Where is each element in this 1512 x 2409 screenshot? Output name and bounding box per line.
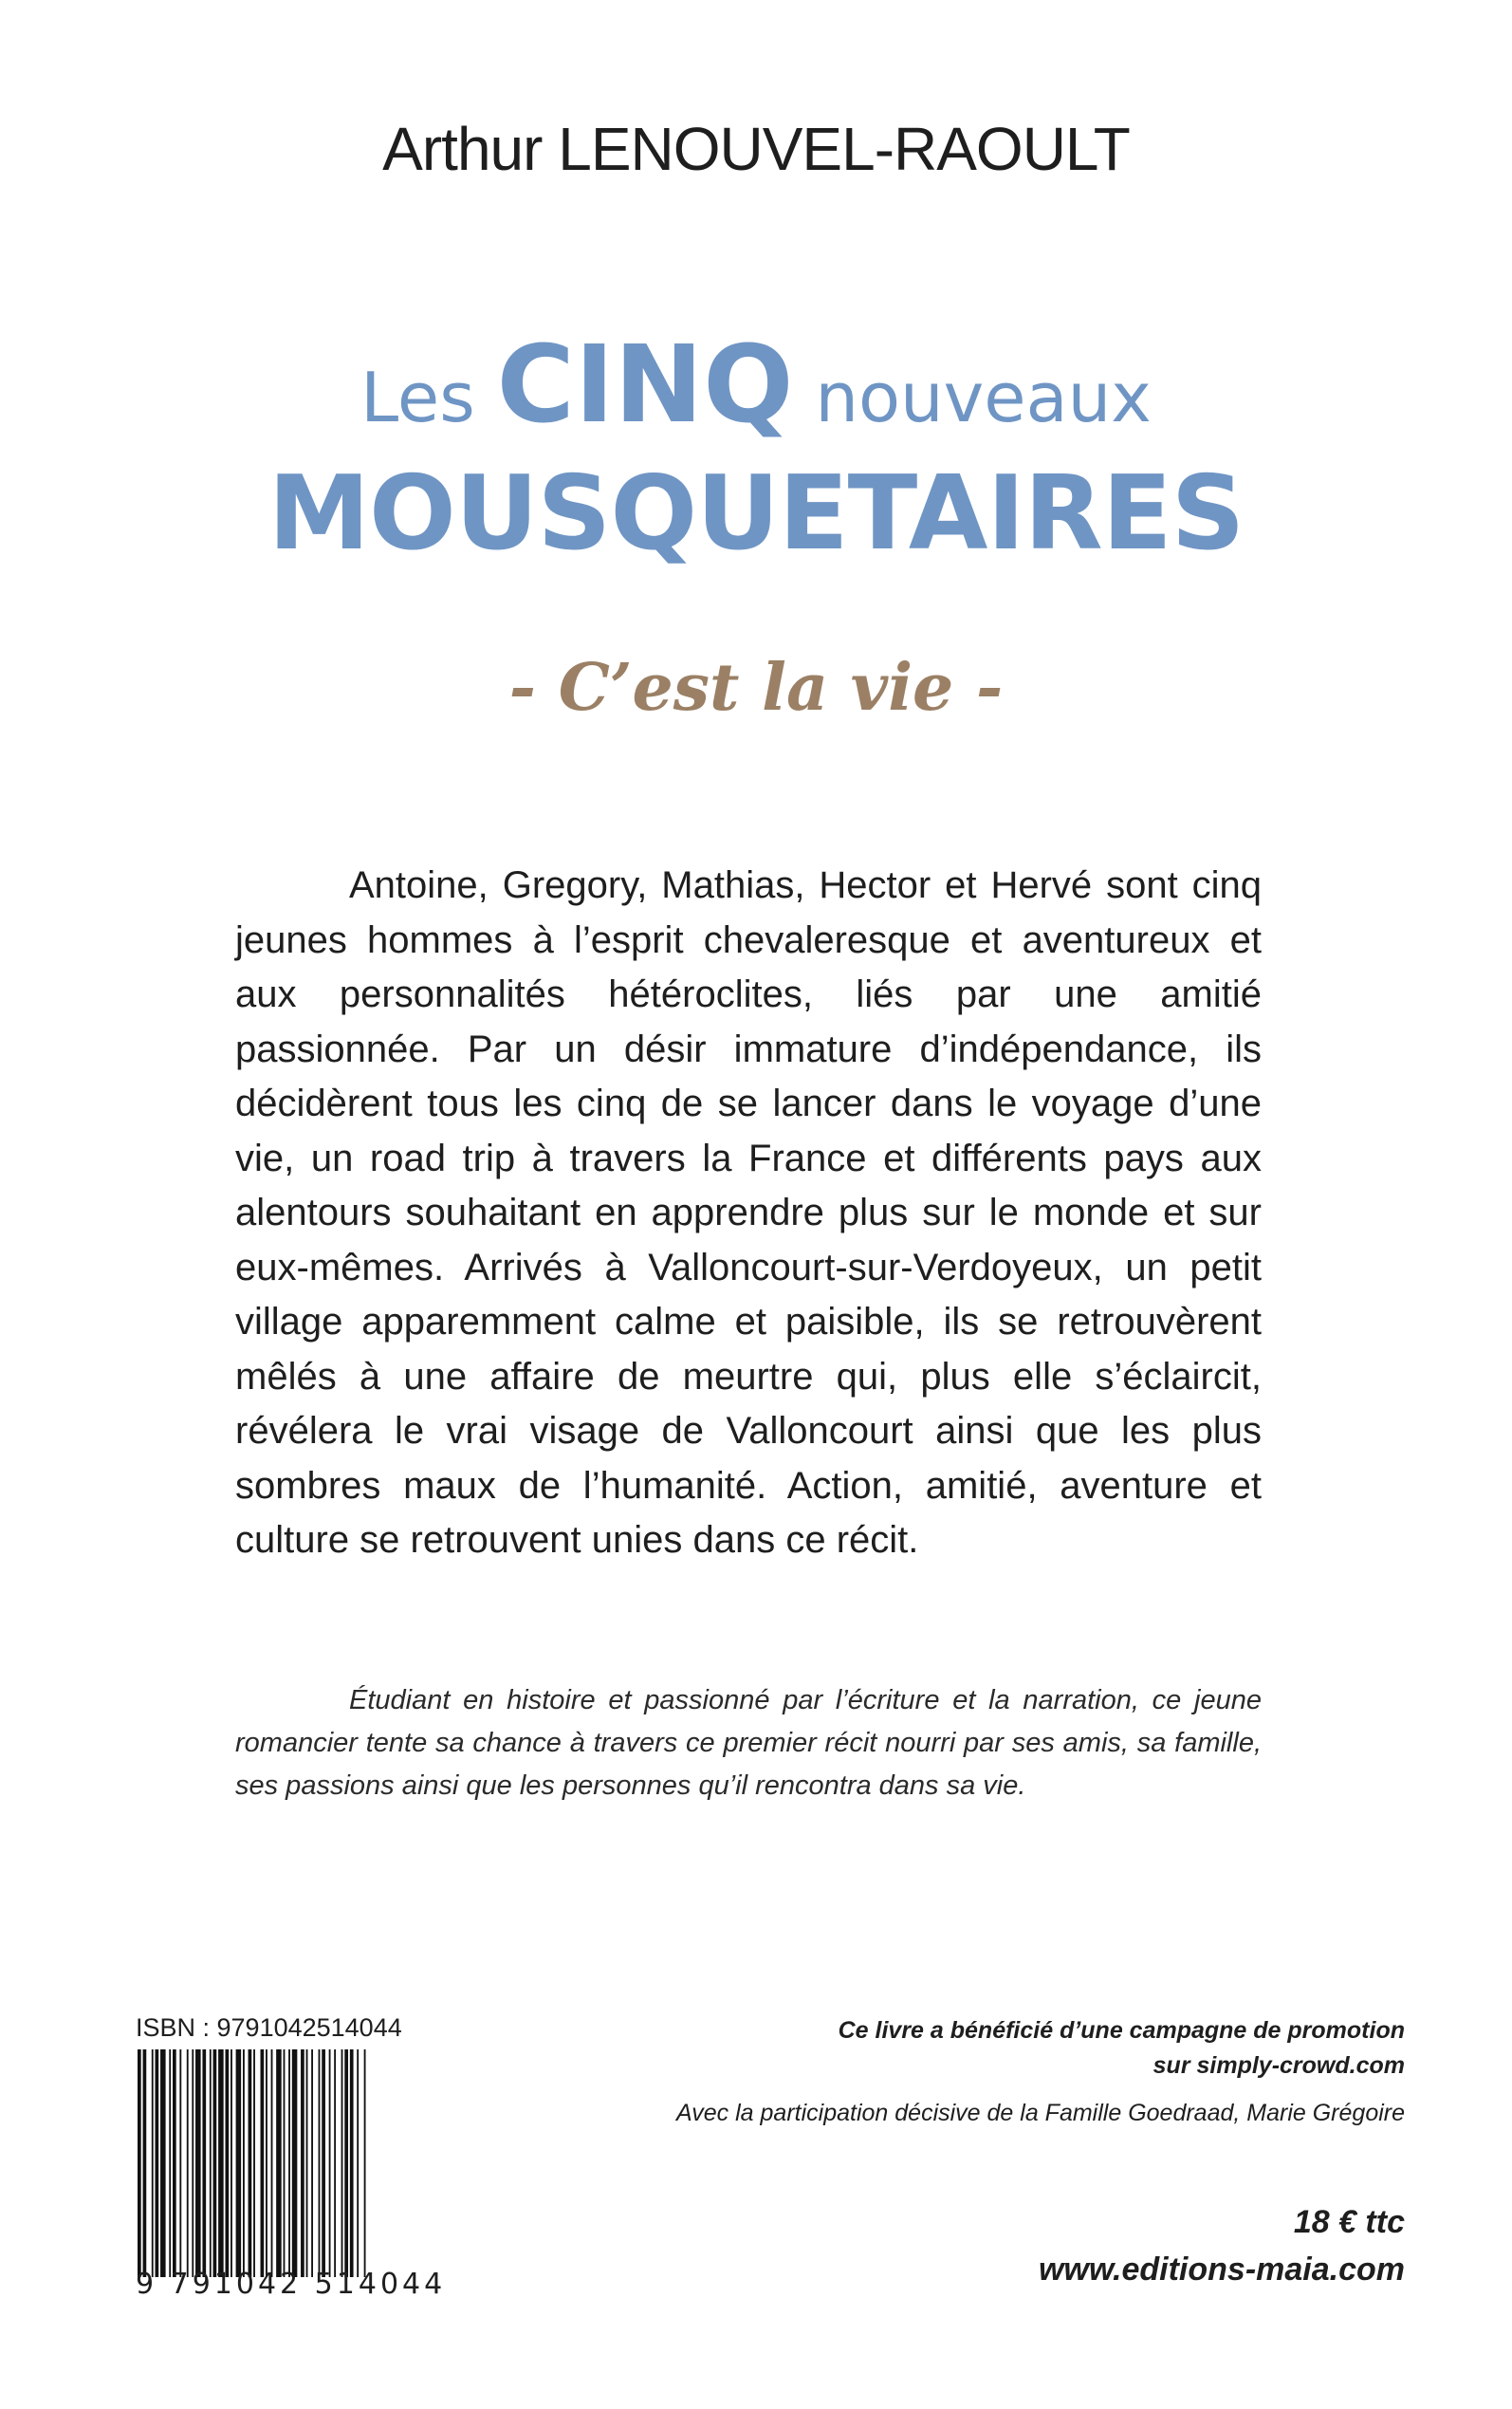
barcode-bar xyxy=(266,2049,267,2277)
promotion-line-2: sur simply-crowd.com xyxy=(1152,2052,1405,2079)
barcode-bar xyxy=(210,2049,212,2277)
barcode-bar xyxy=(322,2049,325,2277)
barcode-bar xyxy=(311,2049,313,2277)
barcode-digits: 9 791042 514044 xyxy=(136,2268,447,2301)
barcode-bar xyxy=(288,2049,290,2277)
barcode-bar xyxy=(236,2049,242,2277)
barcode-bar xyxy=(344,2049,348,2277)
subtitle: - C’est la vie - xyxy=(508,650,1004,726)
barcode-bar xyxy=(138,2049,141,2277)
barcode-bar xyxy=(243,2049,245,2277)
barcode-bar xyxy=(319,2049,321,2277)
synopsis-paragraph: Antoine, Gregory, Mathias, Hector et Hervé sont cinq jeunes hommes à l’esprit chevaleresque et aventureux et aux personnalités hétéroclites, liés par une amitié passionnée. Par un désir immature d’indépendance, ils décidèrent tous les cinq de se lancer dans le voyage d’une vie, un road trip à travers la France et différents pays aux alentours souhaitant en apprendre plus sur le monde et sur eux-mêmes. Arrivés à Valloncourt-sur-Verdoyeux, un petit village apparemment calme et paisible, ils se retrouvèrent mêlés à une affaire de meurtre qui, plus elle s’éclaircit, révélera le vrai visage de Valloncourt ainsi que les plus sombres maux de l’humanité. Action, amitié, aventure et culture se retrouvent unies dans ce récit. xyxy=(235,864,1262,1561)
isbn-label: ISBN : 9791042514044 xyxy=(136,2013,402,2042)
barcode-bar xyxy=(179,2049,181,2277)
barcode-bar xyxy=(329,2049,331,2277)
publisher-website: www.editions-maia.com xyxy=(1038,2251,1405,2288)
barcode-bar xyxy=(334,2049,336,2277)
price: 18 € ttc xyxy=(1293,2204,1405,2240)
barcode-bar xyxy=(152,2049,154,2277)
barcode-bar xyxy=(230,2049,232,2277)
promotion-line-1: Ce livre a bénéficié d’une campagne de promotion xyxy=(838,2017,1405,2044)
barcode-bar xyxy=(341,2049,343,2277)
barcode-bar xyxy=(218,2049,224,2277)
barcode-bar xyxy=(284,2049,286,2277)
barcode-bar xyxy=(350,2049,354,2277)
barcode-bar xyxy=(187,2049,189,2277)
barcode-bar xyxy=(292,2049,298,2277)
title-cinq: CINQ xyxy=(496,324,794,447)
barcode-bar xyxy=(364,2049,366,2277)
barcode-bar xyxy=(169,2049,171,2277)
title-line-2: MOUSQUETAIRES xyxy=(267,454,1245,573)
promotion-note xyxy=(646,2013,1405,2084)
barcode-bar xyxy=(249,2049,252,2277)
isbn-barcode xyxy=(136,2049,430,2277)
barcode-bar xyxy=(156,2049,159,2277)
barcode-bar xyxy=(226,2049,230,2277)
barcode-bar xyxy=(261,2049,265,2277)
barcode-bar xyxy=(276,2049,282,2277)
barcode-bar xyxy=(253,2049,255,2277)
author-name: Arthur LENOUVEL-RAOULT xyxy=(382,115,1130,183)
title-line-1 xyxy=(0,324,1512,447)
barcode-bar xyxy=(195,2049,201,2277)
barcode-bar xyxy=(271,2049,273,2277)
barcode-bar xyxy=(357,2049,359,2277)
title-les: Les xyxy=(360,358,497,437)
participation-note: Avec la participation décisive de la Famille Goedraad, Marie Grégoire xyxy=(676,2100,1405,2126)
title-nouveaux: nouveaux xyxy=(793,358,1152,437)
barcode-bar xyxy=(202,2049,206,2277)
barcode-bar xyxy=(301,2049,304,2277)
barcode-bar xyxy=(160,2049,166,2277)
barcode-bar xyxy=(213,2049,217,2277)
barcode-bar xyxy=(306,2049,308,2277)
barcode-bar xyxy=(192,2049,194,2277)
barcode-bar xyxy=(143,2049,147,2277)
author-bio-paragraph: Étudiant en histoire et passionné par l’écriture et la narration, ce jeune romancier tente sa chance à travers ce premier récit nourri par ses amis, sa famille, ses passions ainsi que les personnes qu’il rencontra dans sa vie. xyxy=(235,1685,1262,1801)
barcode-bar xyxy=(173,2049,176,2277)
